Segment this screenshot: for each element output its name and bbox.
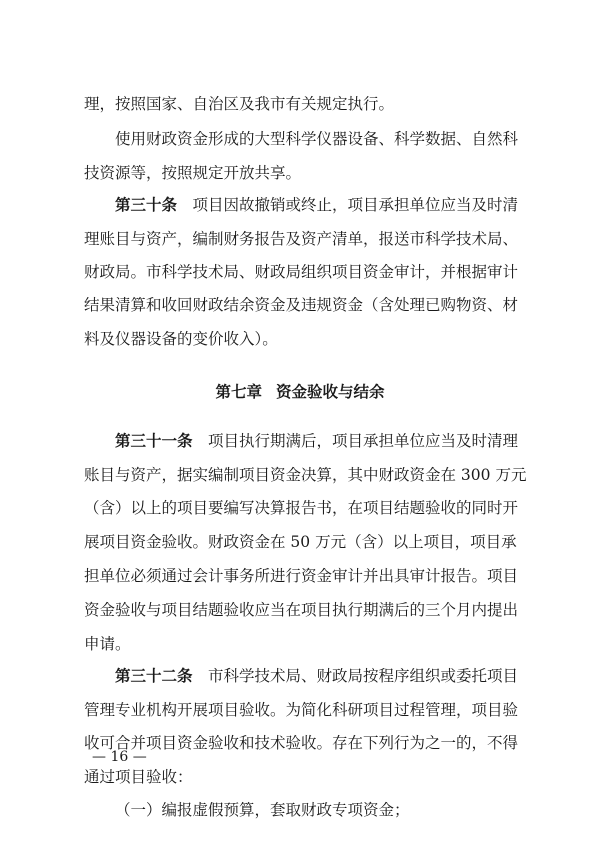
line-text: 结果清算和收回财政结余资金及违规资金（含处理已购物资、材 <box>84 296 519 314</box>
text-line <box>84 566 519 586</box>
line-text: （一）编报虚假预算，套取财政专项资金； <box>115 801 410 819</box>
line-text: 项目执行期满后，项目承担单位应当及时清理 <box>192 432 519 450</box>
line-text: 账目与资产，据实编制项目资金决算，其中财政资金在 300 万元 <box>84 466 527 484</box>
text-line <box>115 129 519 149</box>
article-number: 第三十二条 <box>115 666 193 685</box>
line-text: 理，按照国家、自治区及我市有关规定执行。 <box>84 95 395 113</box>
text-line <box>115 195 519 215</box>
page-number: — 16 — <box>92 749 147 765</box>
line-text: 技资源等，按照规定开放共享。 <box>84 164 302 182</box>
article-number: 第三十条 <box>115 195 178 214</box>
line-text: 市科学技术局、财政局按程序组织或委托项目 <box>192 667 519 685</box>
line-text: 财政局。市科学技术局、财政局组织项目资金审计，并根据审计 <box>84 263 519 281</box>
text-line <box>84 532 516 552</box>
line-text: 料及仪器设备的变价收入）。 <box>84 330 278 348</box>
text-line <box>84 229 519 249</box>
text-line <box>84 262 519 282</box>
text-line <box>84 163 516 183</box>
text-line <box>84 329 516 349</box>
line-text: 资金验收与项目结题验收应当在项目执行期满后的三个月内提出 <box>84 601 519 619</box>
chapter-title: 资金验收与结余 <box>276 383 385 401</box>
line-text: 展项目资金验收。财政资金在 50 万元（含）以上项目，项目承 <box>84 533 517 551</box>
line-text: 管理专业机构开展项目验收。为简化科研项目过程管理，项目验 <box>84 701 519 719</box>
text-line <box>84 767 516 787</box>
line-text: （含）以上的项目要编写决算报告书，在项目结题验收的同时开 <box>84 499 519 517</box>
line-text: 申请。 <box>84 635 131 653</box>
line-text: 项目因故撤销或终止，项目承担单位应当及时清 <box>177 196 519 214</box>
line-text: 收可合并项目资金验收和技术验收。存在下列行为之一的，不得 <box>84 734 519 752</box>
text-line <box>115 666 519 686</box>
line-text: 通过项目验收： <box>84 768 193 786</box>
text-line <box>115 431 519 451</box>
text-line <box>84 465 527 485</box>
text-line <box>115 800 516 820</box>
text-line <box>84 600 519 620</box>
text-line <box>84 634 516 654</box>
article-number: 第三十一条 <box>115 431 193 450</box>
text-line <box>84 733 519 753</box>
text-line <box>84 94 516 114</box>
text-line <box>84 498 519 518</box>
chapter-heading <box>0 382 600 402</box>
chapter-number: 第七章 <box>215 383 262 401</box>
line-text: 使用财政资金形成的大型科学仪器设备、科学数据、自然科 <box>115 130 519 148</box>
line-text: 理账目与资产，编制财务报告及资产清单，报送市科学技术局、 <box>84 230 519 248</box>
text-line <box>84 700 519 720</box>
line-text: 担单位必须通过会计事务所进行资金审计并出具审计报告。项目 <box>84 567 519 585</box>
text-line <box>84 295 519 315</box>
